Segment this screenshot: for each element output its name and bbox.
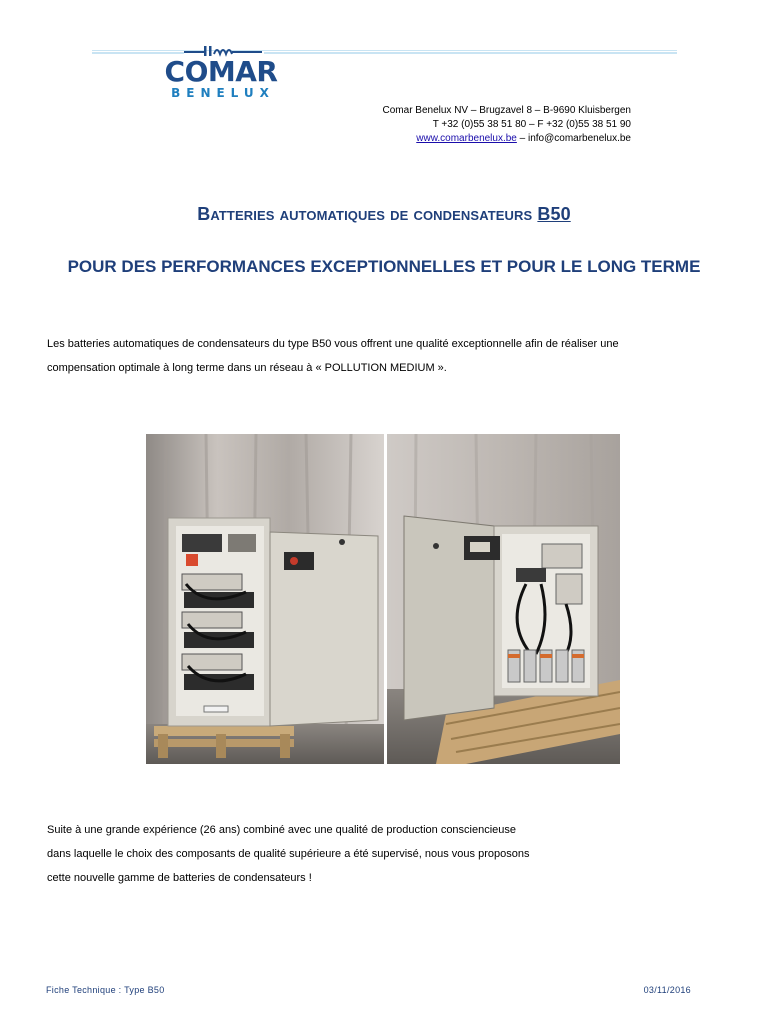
footer-date: 03/11/2016 xyxy=(643,985,691,995)
document-subtitle: POUR DES PERFORMANCES EXCEPTIONNELLES ET POUR LE LONG TERME xyxy=(67,257,701,276)
website-link[interactable]: www.comarbenelux.be xyxy=(416,133,517,144)
contact-phone-fax: T +32 (0)55 38 51 80 – F +32 (0)55 38 51 90 xyxy=(432,119,631,130)
experience-paragraph xyxy=(47,818,707,890)
intro-line-1: Les batteries automatiques de condensateurs du type B50 vous offrent une qualité exceptionnelle afin de réaliser une xyxy=(47,338,619,350)
contact-separator: – xyxy=(516,133,528,144)
contact-address: Comar Benelux NV – Brugzavel 8 – B-9690 Kluisbergen xyxy=(382,105,631,116)
logo-name: COMAR xyxy=(164,55,278,88)
title-model: B50 xyxy=(537,204,571,224)
logo-subname: BENELUX xyxy=(171,86,275,100)
document-title xyxy=(0,204,768,225)
company-logo xyxy=(158,44,288,100)
contact-web-email xyxy=(383,132,631,146)
capacitor-cabinets-photo xyxy=(146,434,620,764)
experience-line-2: dans laquelle le choix des composants de qualité supérieure a été supervisé, nous vous proposons xyxy=(47,848,530,860)
title-text: Batteries automatiques de condensateurs xyxy=(197,204,538,224)
intro-paragraph xyxy=(47,332,707,380)
footer-document-type: Fiche Technique : Type B50 xyxy=(46,985,165,995)
intro-line-2: compensation optimale à long terme dans un réseau à « POLLUTION MEDIUM ». xyxy=(47,362,447,374)
contact-email: info@comarbenelux.be xyxy=(528,133,631,144)
experience-line-1: Suite à une grande expérience (26 ans) combiné avec une qualité de production consciencieuse xyxy=(47,824,517,836)
contact-block xyxy=(383,104,631,146)
experience-line-3: cette nouvelle gamme de batteries de condensateurs ! xyxy=(47,872,312,884)
